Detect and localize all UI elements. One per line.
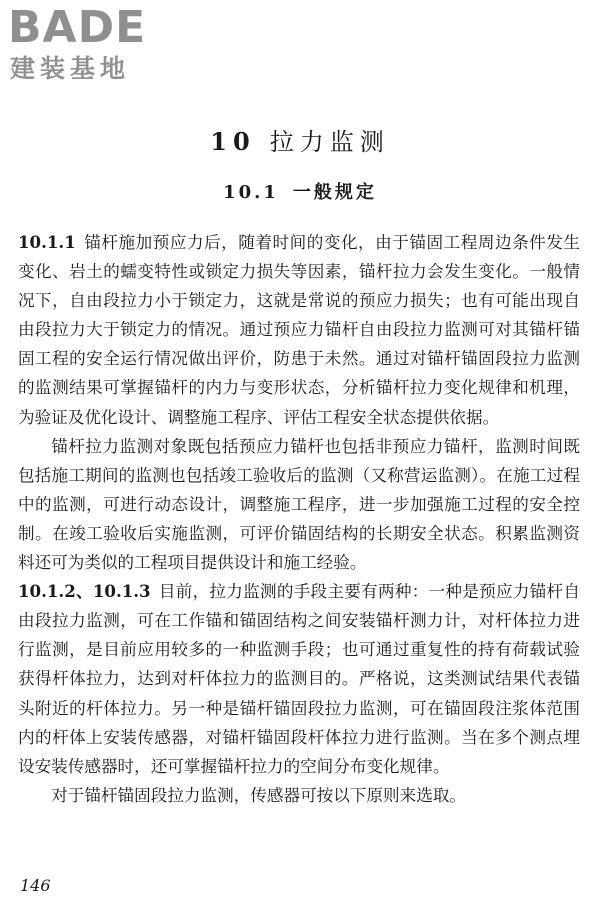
chapter-title <box>0 126 600 158</box>
page-number: 146 <box>20 876 51 895</box>
paragraph-monitoring-scope <box>18 432 580 577</box>
chapter-number: 10 <box>210 127 256 156</box>
logo-subtitle: 建装基地 <box>10 54 131 83</box>
chapter-title-text: 拉力监测 <box>269 128 390 156</box>
paragraph-text: 锚杆施加预应力后，随着时间的变化，由于锚固工程周边条件发生变化、岩土的蠕变特性或锁定力损失等因素，锚杆拉力会发生变化。一般情况下，自由段拉力小于锁定力，这就是常说的预应力损失；也有可能出现自由段拉力大于锁定力的情况。通过预应力锚杆自由段拉力监测可对其锚杆锚固工程的安全运行情况做出评价，防患于未然。通过对锚杆锚固段拉力监测的监测结果可掌握锚杆的内力与变形状态，分析锚杆拉力变化规律和机理，为验证及优化设计、调整施工程序、评估工程安全状态提供依据。 <box>18 233 580 427</box>
bade-logo <box>8 4 178 88</box>
paragraph-text: 对于锚杆锚固段拉力监测，传感器可按以下原则来选取。 <box>51 785 467 805</box>
paragraph-text: 锚杆拉力监测对象既包括预应力锚杆也包括非预应力锚杆，监测时间既包括施工期间的监测也包括竣工验收后的监测（又称营运监测）。在施工过程中的监测，可进行动态设计，调整施工程序，进一步加强施工过程的安全控制。在竣工验收后实施监测，可评价锚固结构的长期安全状态。积累监测资料还可为类似的工程项目提供设计和施工经验。 <box>18 436 580 573</box>
paragraph-10-1-2-3 <box>18 577 580 781</box>
section-number: 10.1 <box>223 182 279 203</box>
paragraph-sensor-selection <box>18 781 580 810</box>
clause-number: 10.1.1 <box>18 232 76 252</box>
logo-wordmark: BADE <box>8 2 147 53</box>
section-title <box>0 180 600 206</box>
section-title-text: 一般规定 <box>292 182 377 203</box>
paragraph-text: 目前，拉力监测的手段主要有两种：一种是预应力锚杆自由段拉力监测，可在工作锚和锚固结构之间安装锚杆测力计，对杆体拉力进行监测，是目前应用较多的一种监测手段；也可通过重复性的持有荷载试验获得杆体拉力，达到对杆体拉力的监测目的。严格说，这类测试结果代表锚头附近的杆体拉力。另一种是锚杆锚固段拉力监测，可在锚固段注浆体范围内的杆体上安装传感器，对锚杆锚固段杆体拉力进行监测。当在多个测点埋设安装传感器时，还可掌握锚杆拉力的空间分布变化规律。 <box>18 582 580 776</box>
paragraph-10-1-1 <box>18 228 580 432</box>
clause-number: 10.1.2、10.1.3 <box>18 581 151 602</box>
body-text <box>18 228 580 810</box>
